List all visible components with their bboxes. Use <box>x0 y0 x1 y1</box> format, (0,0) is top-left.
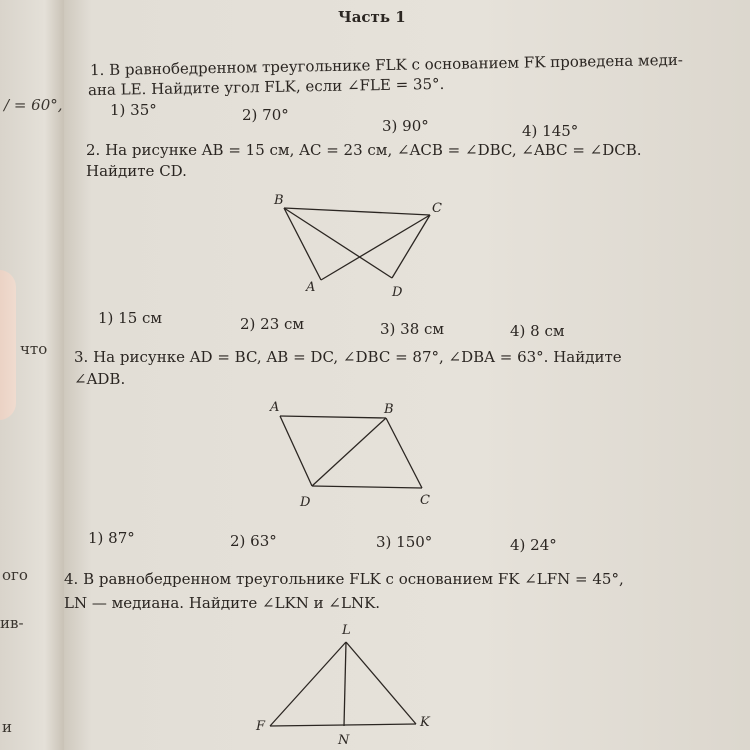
problem-2-line-2: Найдите CD. <box>86 162 187 180</box>
figure-2-label-a: A <box>306 280 316 295</box>
problem-4-line-2: LN — медиана. Найдите ∠LKN и ∠LNK. <box>64 594 381 612</box>
left-fragment: ив- <box>0 614 24 632</box>
problem-2-option: 2) 23 см <box>240 315 305 333</box>
page-header: Часть 1 <box>338 8 406 26</box>
problem-3-option: 1) 87° <box>88 529 135 547</box>
left-fragment: что <box>20 340 48 358</box>
left-page-edge <box>0 0 64 750</box>
problem-2-figure <box>264 188 454 300</box>
left-fragment: / = 60°, <box>4 96 63 114</box>
problem-1-line-1: 1. В равнобедренном треугольнике FLK с основанием FK проведена меди- <box>89 50 683 80</box>
left-fragment: и <box>2 718 12 736</box>
problem-1-line-2: ана LE. Найдите угол FLK, если ∠FLE = 35°. <box>87 74 445 100</box>
problem-1-option: 4) 145° <box>522 122 579 140</box>
figure-4-label-n: N <box>338 733 350 748</box>
figure-3-label-d: D <box>300 495 311 510</box>
problem-1-option: 2) 70° <box>242 106 289 124</box>
figure-4-label-k: K <box>420 715 430 730</box>
problem-4-figure <box>250 618 450 750</box>
figure-4-label-l: L <box>342 623 351 638</box>
problem-2-line-1: 2. На рисунке AB = 15 см, AC = 23 см, ∠ACB = ∠DBC, ∠ABC = ∠DCB. <box>86 141 642 159</box>
problem-1-option: 1) 35° <box>110 101 157 119</box>
problem-3-line-2: ∠ADB. <box>74 370 126 388</box>
problem-3-line-1: 3. На рисунке AD = BC, AB = DC, ∠DBC = 87°, ∠DBA = 63°. Найдите <box>74 348 622 366</box>
problem-1-option: 3) 90° <box>382 117 429 135</box>
figure-4-label-f: F <box>256 719 266 734</box>
problem-2-option: 4) 8 см <box>510 322 565 340</box>
figure-3-label-c: C <box>420 493 430 508</box>
problem-3-option: 3) 150° <box>376 533 433 551</box>
figure-3-label-a: A <box>270 400 280 415</box>
problem-3-option: 4) 24° <box>510 536 557 554</box>
problem-3-option: 2) 63° <box>230 532 277 550</box>
finger-shadow <box>0 270 16 420</box>
problem-3-figure <box>262 396 452 514</box>
problem-2-option: 1) 15 см <box>98 309 163 327</box>
textbook-page <box>64 0 750 750</box>
left-fragment: ого <box>2 566 28 584</box>
figure-2-label-c: C <box>432 201 442 216</box>
figure-2-label-d: D <box>392 285 403 300</box>
figure-3-label-b: B <box>384 402 394 417</box>
figure-2-label-b: B <box>274 193 284 208</box>
problem-2-option: 3) 38 см <box>380 320 445 338</box>
problem-4-line-1: 4. В равнобедренном треугольнике FLK с основанием FK ∠LFN = 45°, <box>64 570 624 588</box>
